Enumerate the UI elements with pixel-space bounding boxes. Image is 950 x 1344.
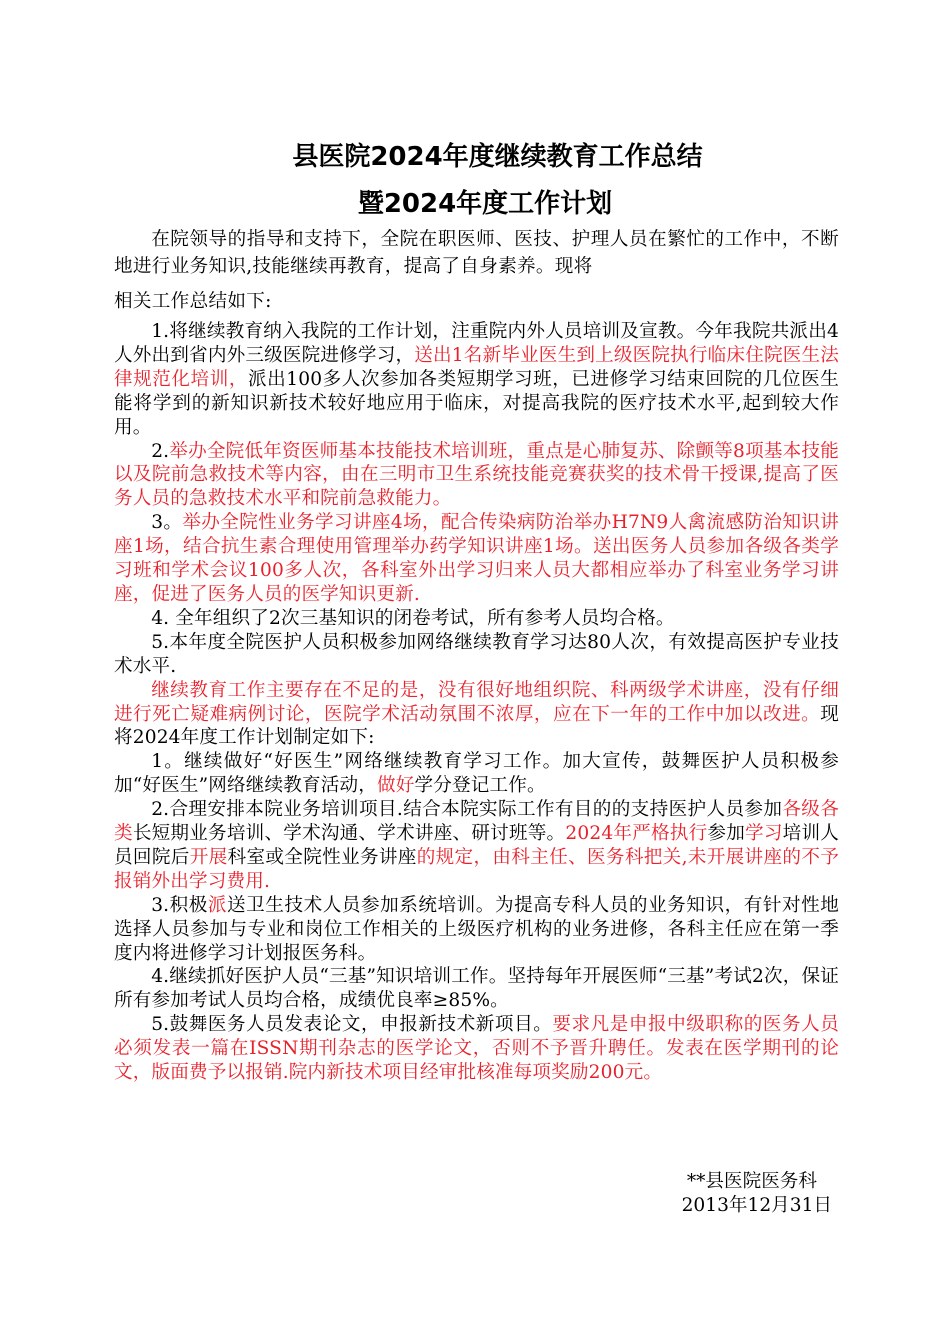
body-text: 科室或全院性业务讲座 — [227, 846, 417, 868]
intro-paragraph — [114, 226, 839, 315]
body-text: 1。继续做好“好医生”网络继续教育学习工作。加大宣传，鼓舞医护人员积极参加“好医生”网络继续教育活动， — [114, 751, 839, 797]
highlighted-text: 做好 — [376, 775, 415, 797]
intro-text: 在院领导的指导和支持下，全院在职医师、医技、护理人员在繁忙的工作中，不断地进行业务知识,技能继续再教育，提高了自身素养。现将 — [114, 229, 839, 277]
highlighted-text: 学习 — [745, 823, 783, 845]
body-text: 学分登记工作。 — [414, 775, 546, 797]
body-text: 现将2024年度工作计划制定如下: — [114, 703, 839, 749]
highlighted-text: 派 — [207, 894, 228, 916]
body-text: 3。 — [151, 512, 183, 534]
body-text: 4. 全年组织了2次三基知识的闭卷考试，所有参考人员均合格。 — [151, 607, 675, 629]
highlighted-text: 送出1名新毕业医生到上级医院执行临床住院医生法律规范化培训， — [114, 344, 839, 390]
highlighted-text: 要求凡是申报中级职称的医务人员必须发表一篇在ISSN期刊杂志的医学论文，否则不予晋升聘任。发表在医学期刊的论文，版面费予以报销.院内新技术项目经审批核准每项奖励200元。 — [114, 1014, 839, 1084]
body-text: 派出100多人次参加各类短期学习班，已进修学习结束回院的几位医生能将学到的新知识新技术较好地应用于临床，对提高我院的医疗技术水平,起到较大作用。 — [114, 368, 839, 438]
body-paragraph — [114, 320, 839, 440]
body-text: 5.本年度全院医护人员积极参加网络继续教育学习达80人次，有效提高医护专业技术水平. — [114, 631, 839, 677]
body-text: 5.鼓舞医务人员发表论文，申报新技术新项目。 — [151, 1014, 553, 1036]
body-paragraph — [114, 1013, 839, 1085]
document-subtitle: 暨2024年度工作计划 — [357, 189, 613, 219]
signature-date: 2013年12月31日 — [681, 1195, 832, 1216]
body-paragraph — [114, 679, 839, 751]
highlighted-text: 2024年严格执行 — [565, 823, 708, 845]
body-paragraph — [114, 607, 839, 631]
body-text: 参加 — [707, 823, 746, 845]
body-text: 2. — [151, 440, 170, 462]
body-paragraph — [114, 440, 839, 512]
highlighted-text: 各级各类 — [114, 799, 840, 845]
signature-department: **县医院医务科 — [686, 1171, 817, 1192]
body-paragraph — [114, 631, 839, 679]
body-text: 长短期业务培训、学术沟通、学术讲座、研讨班等。 — [132, 823, 566, 845]
highlighted-text: 开展 — [189, 846, 228, 868]
body-text: 4.继续抓好医护人员“三基”知识培训工作。坚持每年开展医师“三基”考试2次，保证所有参加考试人员均合格，成绩优良率≥85%。 — [114, 966, 839, 1012]
body-paragraph — [114, 965, 839, 1013]
highlighted-text: 继续教育工作主要存在不足的是，没有很好地组织院、科两级学术讲座，没有仔细进行死亡疑难病例讨论，医院学术活动氛围不浓厚，应在下一年的工作中加以改进。 — [114, 679, 839, 725]
body-text: 培训人员回院后 — [114, 823, 840, 868]
highlighted-text: 举办全院性业务学习讲座4场，配合传染病防治举办H7N9人禽流感防治知识讲座1场，结合抗生素合理使用管理举办药学知识讲座1场。送出医务人员参加各级各类学习班和学术会议100多人次，各科室外出学习归来人员大都相应举办了科室业务学习讲座，促进了医务人员的医学知识更新. — [114, 512, 839, 605]
body-text: 1.将继续教育纳入我院的工作计划，注重院内外人员培训及宣教。今年我院共派出4人外出到省内外三级医院进修学习， — [114, 321, 839, 366]
document-title: 县医院2024年度继续教育工作总结 — [292, 142, 703, 172]
document-body — [114, 320, 839, 1085]
body-text: 3.积极 — [151, 894, 208, 916]
highlighted-text: 举办全院低年资医师基本技能技术培训班，重点是心肺复苏、除颤等8项基本技能以及院前急救技术等内容，由在三明市卫生系统技能竞赛获奖的技术骨干授课,提高了医务人员的急救技术水平和院前急救能力。 — [114, 440, 839, 510]
body-text: 2.合理安排本院业务培训项目.结合本院实际工作有目的的支持医护人员参加 — [151, 799, 783, 821]
highlighted-text: 的规定，由科主任、医务科把关,未开展讲座的不予报销外出学习费用. — [114, 846, 839, 892]
body-paragraph — [114, 511, 839, 607]
body-paragraph — [114, 894, 839, 966]
body-text: 送卫生技术人员参加系统培训。为提高专科人员的业务知识，有针对性地选择人员参加与专业和岗位工作相关的上级医疗机构的业务进修，各科主任应在第一季度内将进修学习计划报医务科。 — [114, 894, 839, 964]
body-paragraph — [114, 798, 839, 894]
intro-text-last: 相关工作总结如下: — [114, 291, 272, 312]
body-paragraph — [114, 750, 839, 798]
